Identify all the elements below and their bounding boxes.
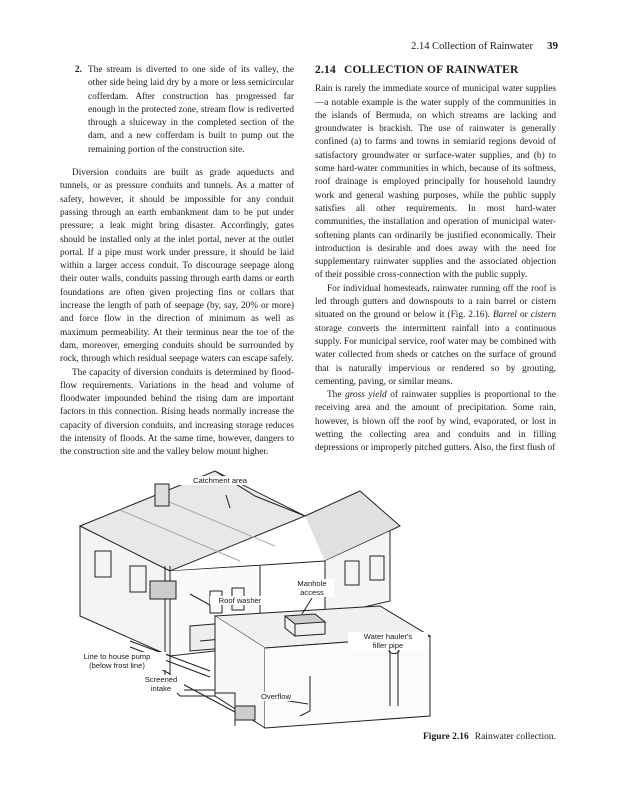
text-run: The bbox=[327, 390, 342, 401]
label-water-hauler-filler-pipe: Water hauler's filler pipe bbox=[348, 632, 428, 650]
paragraph: Rain is rarely the immediate source of municipal water supplies—a notable example is the water supply of the communities in the islands of Bermuda, on which streams are lacking and groundwater is brackish. The use of rainwater is generally confined (a) to farms and towns in semiarid regions devoid of satisfactory groundwater or surface-water supplies, and (b) to some hard-water communities in which, because of its softness, roof drainage is employed principally for household laundry work and general washing purposes, while the public supply satisfies all other requirements. In most hard-water communities, the installation and operation of municipal water-softening plants can ordinarily be justified economically. Their introduction is desirable and does away with the need for supplementary rainwater supplies and the associated objection of their possible cross-connection with the public supply. bbox=[315, 84, 556, 281]
term-gross-yield: gross yield bbox=[345, 390, 387, 401]
paragraph: Diversion conduits are built as grade aqueducts and tunnels, or as pressure conduits and tunnels. As a matter of safety, however, it should be impossible for any conduit passing through an earth embankment dam to be put under pressure; a leak might bring disaster. Accordingly, gates should be installed only at the inlet portal, never at the outlet portal. If a pipe must work under pressure, it should be laid within a larger access conduit. To discourage seepage along their outer walls, conduits passing through earth dams or earth foundations are often given projecting fins or collars that increase the length of path of seepage (by, say, 20% or more) and force flow in the direction of minimum as well as maximum permeability. At their terminus near the toe of the dam, moreover, emerging conduits should be surrounded by rock, through which residual seepage waters can escape safely. bbox=[60, 168, 294, 365]
text-run: storage converts the intermittent rainfall into a continuous supply. For municipal service, roof water may be combined with water collected from sheds or catches on the surface of ground that is naturally impervious or rendered so by grouting, cementing, paving, or similar means. bbox=[315, 323, 556, 387]
label-roof-washer: Roof washer bbox=[210, 596, 270, 605]
label-line-to-house-pump: Line to house pump (below frost line) bbox=[68, 652, 166, 670]
term-cistern: cistern bbox=[530, 310, 556, 321]
list-item bbox=[60, 64, 294, 157]
illustration bbox=[60, 466, 556, 736]
figure-rainwater-collection bbox=[60, 466, 556, 736]
text-run: of rainwater supplies is proportional to the receiving area and the amount of precipitation. Some rain, however, is blown off the roof by wind, evaporated, or lost in wetting the collecting area and conduits and in filling depressions or improperly pitched gutters. Also, the first flush of bbox=[315, 390, 557, 454]
header-section: 2.14 Collection of Rainwater bbox=[411, 41, 533, 52]
paragraph: The capacity of diversion conduits is determined by flood-flow requirements. Variations in the head and volume of floodwater impounded behind the rising dam are important factors in this connection. Rising heads normally increase the capacity of diversion conduits, and increasing storage reduces the intensity of floods. At the same time, however, dangers to the construction site and the valley below mount higher. bbox=[60, 367, 294, 458]
text-run: or bbox=[519, 310, 528, 321]
label-screened-intake: Screened intake bbox=[138, 675, 184, 693]
section-title: COLLECTION OF RAINWATER bbox=[343, 64, 519, 76]
label-catchment-area: Catchment area bbox=[180, 476, 260, 485]
list-number: 2. bbox=[75, 65, 82, 75]
text-run: For individual homesteads, rainwater running off the roof is led through gutters and downspouts to a rain barrel or cistern situated on the ground or below it (Fig. 2.16). bbox=[315, 283, 556, 321]
label-manhole-access: Manhole access bbox=[290, 579, 334, 597]
caption-text: Rainwater collection. bbox=[474, 732, 556, 742]
running-header bbox=[0, 40, 558, 52]
page-number: 39 bbox=[547, 40, 558, 52]
left-column bbox=[60, 64, 294, 460]
paragraph bbox=[315, 389, 556, 455]
label-overflow: Overflow bbox=[258, 692, 294, 701]
figure-caption bbox=[0, 732, 556, 742]
section-number: 2.14 bbox=[315, 64, 336, 76]
section-heading bbox=[315, 64, 556, 77]
caption-number: Figure 2.16 bbox=[423, 732, 469, 742]
term-barrel: Barrel bbox=[493, 310, 517, 321]
paragraph bbox=[315, 283, 556, 389]
list-text: The stream is diverted to one side of its valley, the other side being laid dry by a more or less semicircular cofferdam. After construction has progressed far enough in the protected zone, stream flow is rediverted through a sluiceway in the completed section of the dam, and a new cofferdam is built to pump out the remaining portion of the construction site. bbox=[88, 65, 294, 155]
right-column bbox=[315, 64, 556, 456]
